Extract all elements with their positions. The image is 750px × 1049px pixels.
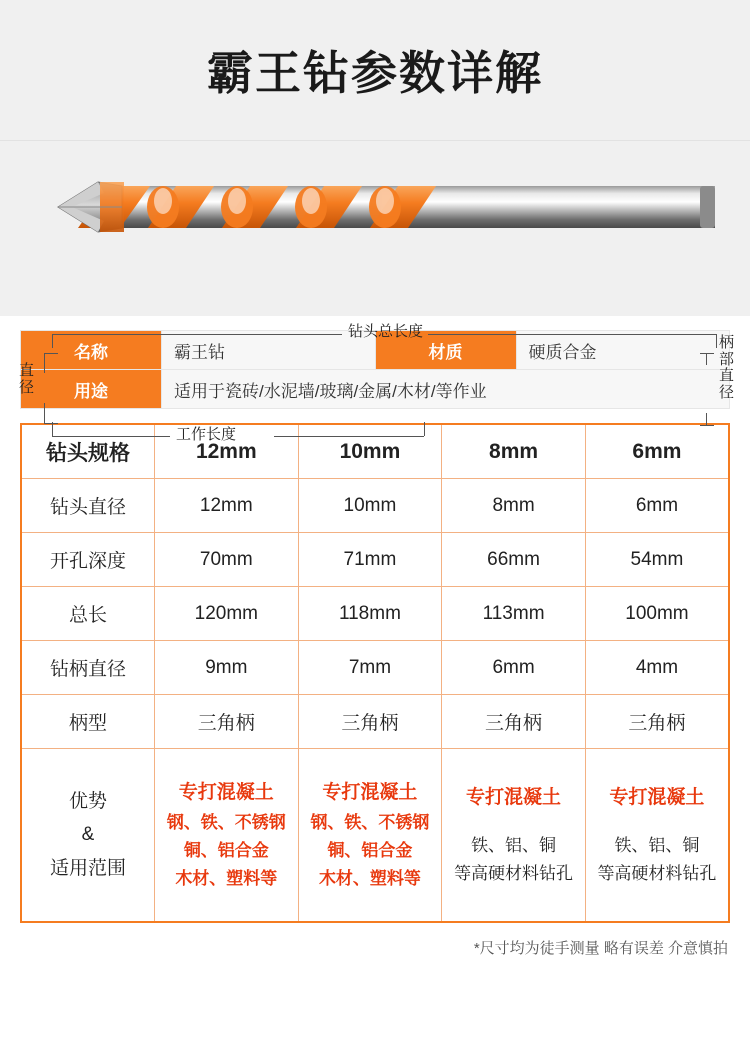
advantage-line: 等高硬材料钻孔	[454, 863, 574, 883]
spec-table-wrap	[0, 409, 750, 923]
spec-cell: 三角柄	[298, 695, 442, 749]
spec-cell: 10mm	[298, 424, 442, 479]
spec-cell: 120mm	[155, 587, 299, 641]
advantage-line: 铁、铝、铜	[471, 835, 557, 855]
total-length-tick-right	[716, 334, 717, 348]
shank-diameter-tick-top	[700, 353, 714, 354]
spec-rowhead: 钻柄直径	[21, 641, 155, 695]
diameter-tick-top	[44, 353, 58, 354]
advantage-line: 铜、铝合金	[183, 840, 269, 860]
advantage-cell	[298, 749, 442, 923]
diameter-tick-bottom	[44, 423, 58, 424]
working-length-line-left	[52, 436, 170, 437]
advantage-cell	[585, 749, 729, 923]
info-key-name: 名称	[21, 331, 162, 370]
info-key-material: 材质	[375, 331, 516, 370]
diameter-label: 直径	[18, 362, 34, 396]
working-length-line-right	[274, 436, 424, 437]
advantage-title: 专打混凝土	[178, 782, 274, 804]
footnote: *尺寸均为徒手测量 略有误差 介意慎拍	[473, 940, 728, 957]
advantage-head-line1: 优势	[68, 791, 107, 813]
spec-table	[20, 423, 730, 923]
diameter-line-bottom	[44, 403, 45, 423]
shank-diameter-label: 柄部直径	[718, 334, 734, 401]
table-row	[21, 587, 729, 641]
info-row-usage	[21, 370, 730, 409]
spec-cell: 4mm	[585, 641, 729, 695]
shank-diameter-line-bottom	[706, 413, 707, 425]
working-length-label: 工作长度	[176, 426, 237, 443]
advantage-cell	[442, 749, 586, 923]
working-length-tick-right	[424, 422, 425, 436]
shank-diameter-line-top	[706, 353, 707, 365]
info-value-material: 硬质合金	[516, 331, 730, 370]
table-row	[21, 479, 729, 533]
table-row	[21, 641, 729, 695]
info-value-name: 霸王钻	[162, 331, 376, 370]
working-length-tick-left	[52, 422, 53, 436]
spec-cell: 三角柄	[155, 695, 299, 749]
advantage-line: 木材、塑料等	[318, 868, 421, 888]
spec-rowhead: 柄型	[21, 695, 155, 749]
spec-cell: 三角柄	[585, 695, 729, 749]
spec-cell: 6mm	[442, 641, 586, 695]
spec-cell: 118mm	[298, 587, 442, 641]
spec-rowhead: 总长	[21, 587, 155, 641]
spec-cell: 12mm	[155, 479, 299, 533]
total-length-line-right	[428, 334, 716, 335]
advantage-line: 铜、铝合金	[327, 840, 413, 860]
spec-cell: 6mm	[585, 479, 729, 533]
total-length-line-left	[52, 334, 342, 335]
advantage-cell	[155, 749, 299, 923]
advantage-line: 铁、铝、铜	[614, 835, 700, 855]
advantage-line: 钢、铁、不锈钢	[310, 812, 430, 832]
spec-cell: 71mm	[298, 533, 442, 587]
spec-rowhead: 开孔深度	[21, 533, 155, 587]
spec-cell: 6mm	[585, 424, 729, 479]
total-length-tick-left	[52, 334, 53, 348]
spec-cell: 12mm	[155, 424, 299, 479]
info-table	[20, 330, 730, 409]
spec-cell: 10mm	[298, 479, 442, 533]
spec-cell: 三角柄	[442, 695, 586, 749]
table-row	[21, 533, 729, 587]
shank-diameter-tick-bottom	[700, 425, 714, 426]
spec-cell: 8mm	[442, 479, 586, 533]
spec-cell: 66mm	[442, 533, 586, 587]
advantage-title: 专打混凝土	[466, 787, 562, 809]
advantage-line: 木材、塑料等	[175, 868, 278, 888]
table-row	[21, 424, 729, 479]
table-row-advantage	[21, 749, 729, 923]
spec-rowhead: 钻头规格	[21, 424, 155, 479]
spec-rowhead-advantage	[21, 749, 155, 923]
spec-rowhead: 钻头直径	[21, 479, 155, 533]
advantage-title: 专打混凝土	[609, 787, 705, 809]
advantage-line: 钢、铁、不锈钢	[166, 812, 286, 832]
spec-cell: 100mm	[585, 587, 729, 641]
advantage-line: 等高硬材料钻孔	[597, 863, 717, 883]
advantage-head-line2: &	[81, 824, 95, 846]
diameter-line-top	[44, 353, 45, 373]
spec-cell: 70mm	[155, 533, 299, 587]
spec-cell: 9mm	[155, 641, 299, 695]
spec-cell: 8mm	[442, 424, 586, 479]
total-length-label: 钻头总长度	[348, 323, 424, 340]
spec-cell: 7mm	[298, 641, 442, 695]
page-header	[0, 0, 750, 140]
drill-bit-illustration	[0, 141, 750, 316]
info-key-usage: 用途	[21, 370, 162, 409]
advantage-title: 专打混凝土	[322, 782, 418, 804]
info-value-usage: 适用于瓷砖/水泥墙/玻璃/金属/木材/等作业	[162, 370, 730, 409]
spec-cell: 54mm	[585, 533, 729, 587]
table-row	[21, 695, 729, 749]
advantage-head-line3: 适用范围	[49, 857, 126, 879]
spec-cell: 113mm	[442, 587, 586, 641]
page-title: 霸王钻参数详解	[207, 47, 543, 99]
